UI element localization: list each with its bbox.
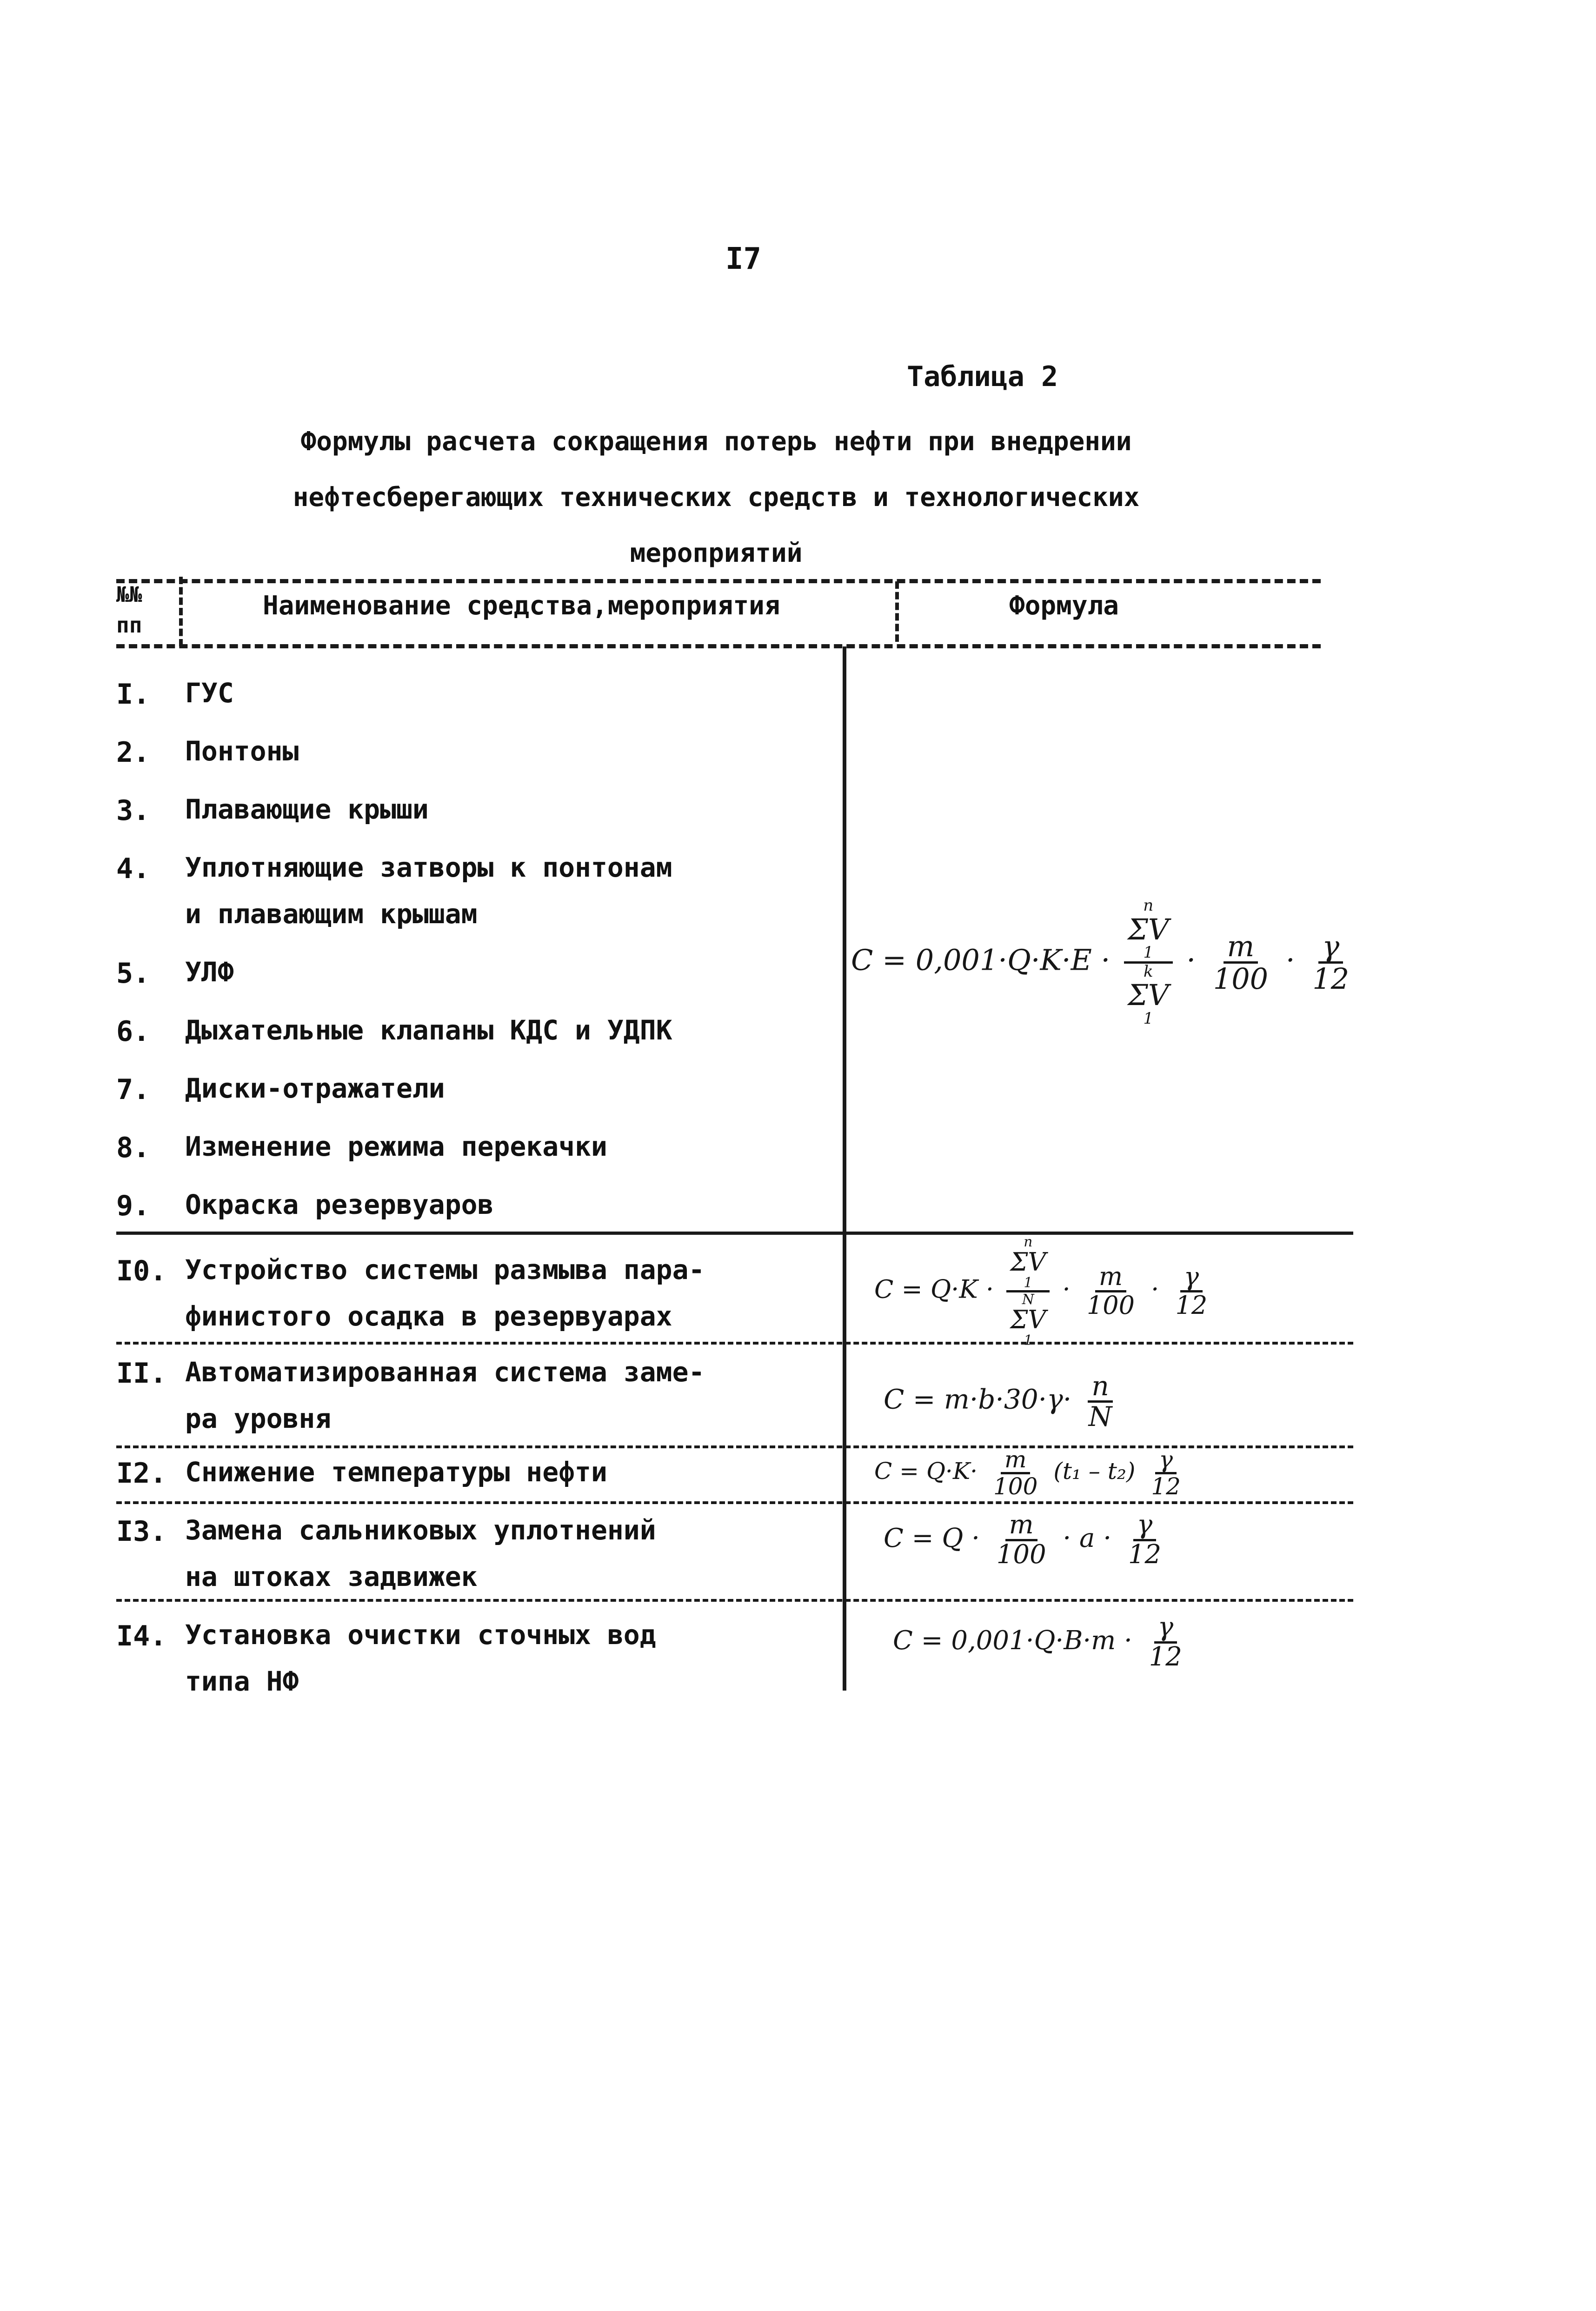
header-name-column: Наименование средства,мероприятия — [263, 591, 780, 621]
row-number: 8. — [116, 1132, 150, 1164]
row-name — [185, 728, 299, 774]
row-name-line: Устройство системы размыва пара- — [185, 1254, 705, 1285]
row-name — [185, 1449, 607, 1495]
sum-lower-limit: 1 — [1143, 943, 1154, 962]
row-name-line: Диски-отражатели — [185, 1072, 445, 1104]
header-num-column — [116, 579, 142, 640]
row-name-line: Автоматизированная система заме- — [185, 1356, 705, 1388]
sum-body: ΣV — [1127, 978, 1169, 1012]
row-separator — [116, 1501, 1353, 1504]
formula-lead: C = m·b·30·γ· — [884, 1383, 1072, 1415]
fraction-denominator: 100 — [1086, 1291, 1135, 1320]
row-name — [185, 786, 429, 832]
sum-upper-limit: N — [1022, 1292, 1034, 1308]
formula-operator: · — [1062, 1274, 1071, 1304]
row-name — [185, 1007, 672, 1053]
row-number: I. — [116, 678, 150, 711]
row-name-line: на штоках задвижек — [185, 1561, 478, 1592]
row-number: II. — [116, 1357, 167, 1390]
row-number: 2. — [116, 736, 150, 769]
fraction-numerator: γ — [1318, 931, 1343, 964]
page-number: I7 — [725, 242, 762, 276]
fraction-numerator: γ — [1180, 1264, 1203, 1292]
fraction — [990, 1447, 1041, 1498]
row-name — [185, 1065, 445, 1112]
row-name-line: ра уровня — [185, 1403, 332, 1434]
row-number: I4. — [116, 1620, 167, 1652]
row-name-line: Уплотняющие затворы к понтонам — [185, 852, 672, 883]
fraction — [1085, 1372, 1116, 1431]
formula-lead: C = Q · — [884, 1523, 980, 1553]
row-separator — [116, 1232, 1353, 1235]
formula-lead: C = 0,001·Q·K·E · — [851, 943, 1111, 977]
row-name — [185, 1123, 607, 1170]
row-name-line: УЛФ — [185, 956, 234, 988]
row-name-line: Снижение температуры нефти — [185, 1456, 607, 1488]
table-caption: Формулы расчета сокращения потерь нефти при внедрении нефтесберегающих технических средств и технологических мероприятий — [293, 426, 1140, 568]
row-name-line: Понтоны — [185, 735, 299, 767]
header-divider-left — [179, 577, 183, 646]
fraction — [1147, 1447, 1184, 1498]
formula-row-10: C = Q·K · n ΣV 1 N ΣV 1 · $\frac{m}{100}$ · $\frac{\gamma}{12}$ — [874, 1235, 1216, 1348]
row-name-line: Замена сальниковых уплотнений — [185, 1514, 656, 1546]
sum-numerator — [1124, 898, 1173, 964]
fraction-denominator: 12 — [1312, 961, 1350, 996]
table-label: Таблица 2 — [907, 360, 1058, 393]
sum-denominator — [1006, 1292, 1050, 1348]
column-divider — [843, 646, 846, 1691]
row-number: 9. — [116, 1190, 150, 1222]
fraction-denominator: 12 — [1128, 1539, 1162, 1570]
formula-row-12 — [874, 1447, 1189, 1498]
sum-upper-limit: n — [1024, 1234, 1033, 1250]
row-name-line: Окраска резервуаров — [185, 1189, 494, 1220]
row-number: I0. — [116, 1255, 167, 1287]
formula-rows-1-9: C = 0,001·Q·K·E · n ΣV 1 k ΣV 1 · $\frac{m}{100}$ · $\frac{\gamma}{12}$ — [851, 898, 1357, 1027]
header-formula-column: Формула — [1009, 591, 1119, 621]
fraction-numerator: γ — [1133, 1512, 1156, 1541]
sum-lower-limit: 1 — [1024, 1332, 1033, 1349]
sum-body: ΣV — [1010, 1247, 1046, 1277]
formula-operator: · — [1186, 943, 1196, 977]
sum-numerator — [1006, 1235, 1050, 1292]
fraction-denominator: 12 — [1151, 1472, 1181, 1500]
row-name-line: Плавающие крыши — [185, 793, 429, 825]
row-number: 6. — [116, 1015, 150, 1048]
sum-lower-limit: 1 — [1143, 1009, 1154, 1028]
header-bottom-rule — [116, 644, 1321, 648]
fraction — [1309, 931, 1353, 994]
sum-lower-limit: 1 — [1024, 1274, 1033, 1291]
fraction-denominator: 12 — [1175, 1291, 1208, 1320]
fraction — [1145, 1614, 1186, 1671]
sum-ratio — [1006, 1235, 1050, 1348]
fraction-denominator: 100 — [1213, 961, 1269, 996]
header-num-line2: пп — [116, 613, 142, 638]
formula-lead: C = Q·K · — [874, 1274, 994, 1304]
formula-operator: · a · — [1063, 1523, 1111, 1553]
row-name-line: финистого осадка в резервуарах — [185, 1300, 672, 1332]
fraction-numerator: m — [1095, 1264, 1126, 1292]
row-name-line: типа НФ — [185, 1665, 299, 1697]
row-name — [185, 670, 234, 716]
row-name-line: Изменение режима перекачки — [185, 1131, 607, 1162]
row-number: 5. — [116, 957, 150, 990]
fraction-numerator: γ — [1154, 1614, 1177, 1644]
row-name — [185, 1246, 705, 1339]
fraction-numerator: m — [1001, 1447, 1030, 1474]
fraction — [1210, 931, 1272, 994]
row-number: 7. — [116, 1073, 150, 1106]
formula-operator: (t₁ – t₂) — [1053, 1458, 1136, 1485]
fraction-numerator: γ — [1155, 1447, 1177, 1474]
row-name-line: Дыхательные клапаны КДС и УДПК — [185, 1014, 672, 1046]
row-number: 3. — [116, 794, 150, 827]
fraction-numerator: m — [1005, 1512, 1037, 1541]
formula-row-14 — [893, 1614, 1190, 1671]
row-name — [185, 949, 234, 995]
fraction — [1171, 1264, 1211, 1319]
header-divider-right — [895, 581, 899, 642]
row-number: I3. — [116, 1515, 167, 1548]
row-name-line: Установка очистки сточных вод — [185, 1619, 656, 1651]
sum-denominator — [1124, 964, 1173, 1027]
formula-lead: C = Q·K· — [874, 1458, 978, 1485]
row-name — [185, 844, 672, 937]
fraction-numerator: m — [1224, 931, 1258, 964]
sum-body: ΣV — [1010, 1305, 1046, 1335]
fraction-denominator: 12 — [1149, 1641, 1182, 1672]
fraction-denominator: N — [1088, 1400, 1112, 1432]
row-name — [185, 1181, 493, 1228]
row-name — [185, 1349, 705, 1442]
row-number: I2. — [116, 1457, 167, 1490]
formula-lead: C = 0,001·Q·B·m · — [893, 1625, 1132, 1656]
header-top-rule — [116, 579, 1321, 583]
sum-body: ΣV — [1127, 912, 1169, 946]
row-name-line: и плавающим крышам — [185, 898, 478, 930]
formula-row-13 — [884, 1512, 1170, 1569]
row-name — [185, 1507, 656, 1600]
fraction — [993, 1512, 1050, 1569]
fraction-denominator: 100 — [996, 1539, 1046, 1570]
sum-upper-limit: k — [1143, 962, 1153, 981]
fraction — [1083, 1264, 1138, 1319]
row-name — [185, 1612, 656, 1705]
header-num-line1: №№ — [116, 582, 142, 607]
formula-row-11 — [884, 1372, 1120, 1431]
fraction — [1124, 1512, 1165, 1569]
fraction-numerator: n — [1088, 1372, 1112, 1403]
fraction-denominator: 100 — [993, 1472, 1038, 1500]
sum-upper-limit: n — [1143, 896, 1154, 915]
sum-ratio — [1124, 898, 1173, 1027]
row-name-line: ГУС — [185, 677, 234, 709]
row-number: 4. — [116, 852, 150, 885]
